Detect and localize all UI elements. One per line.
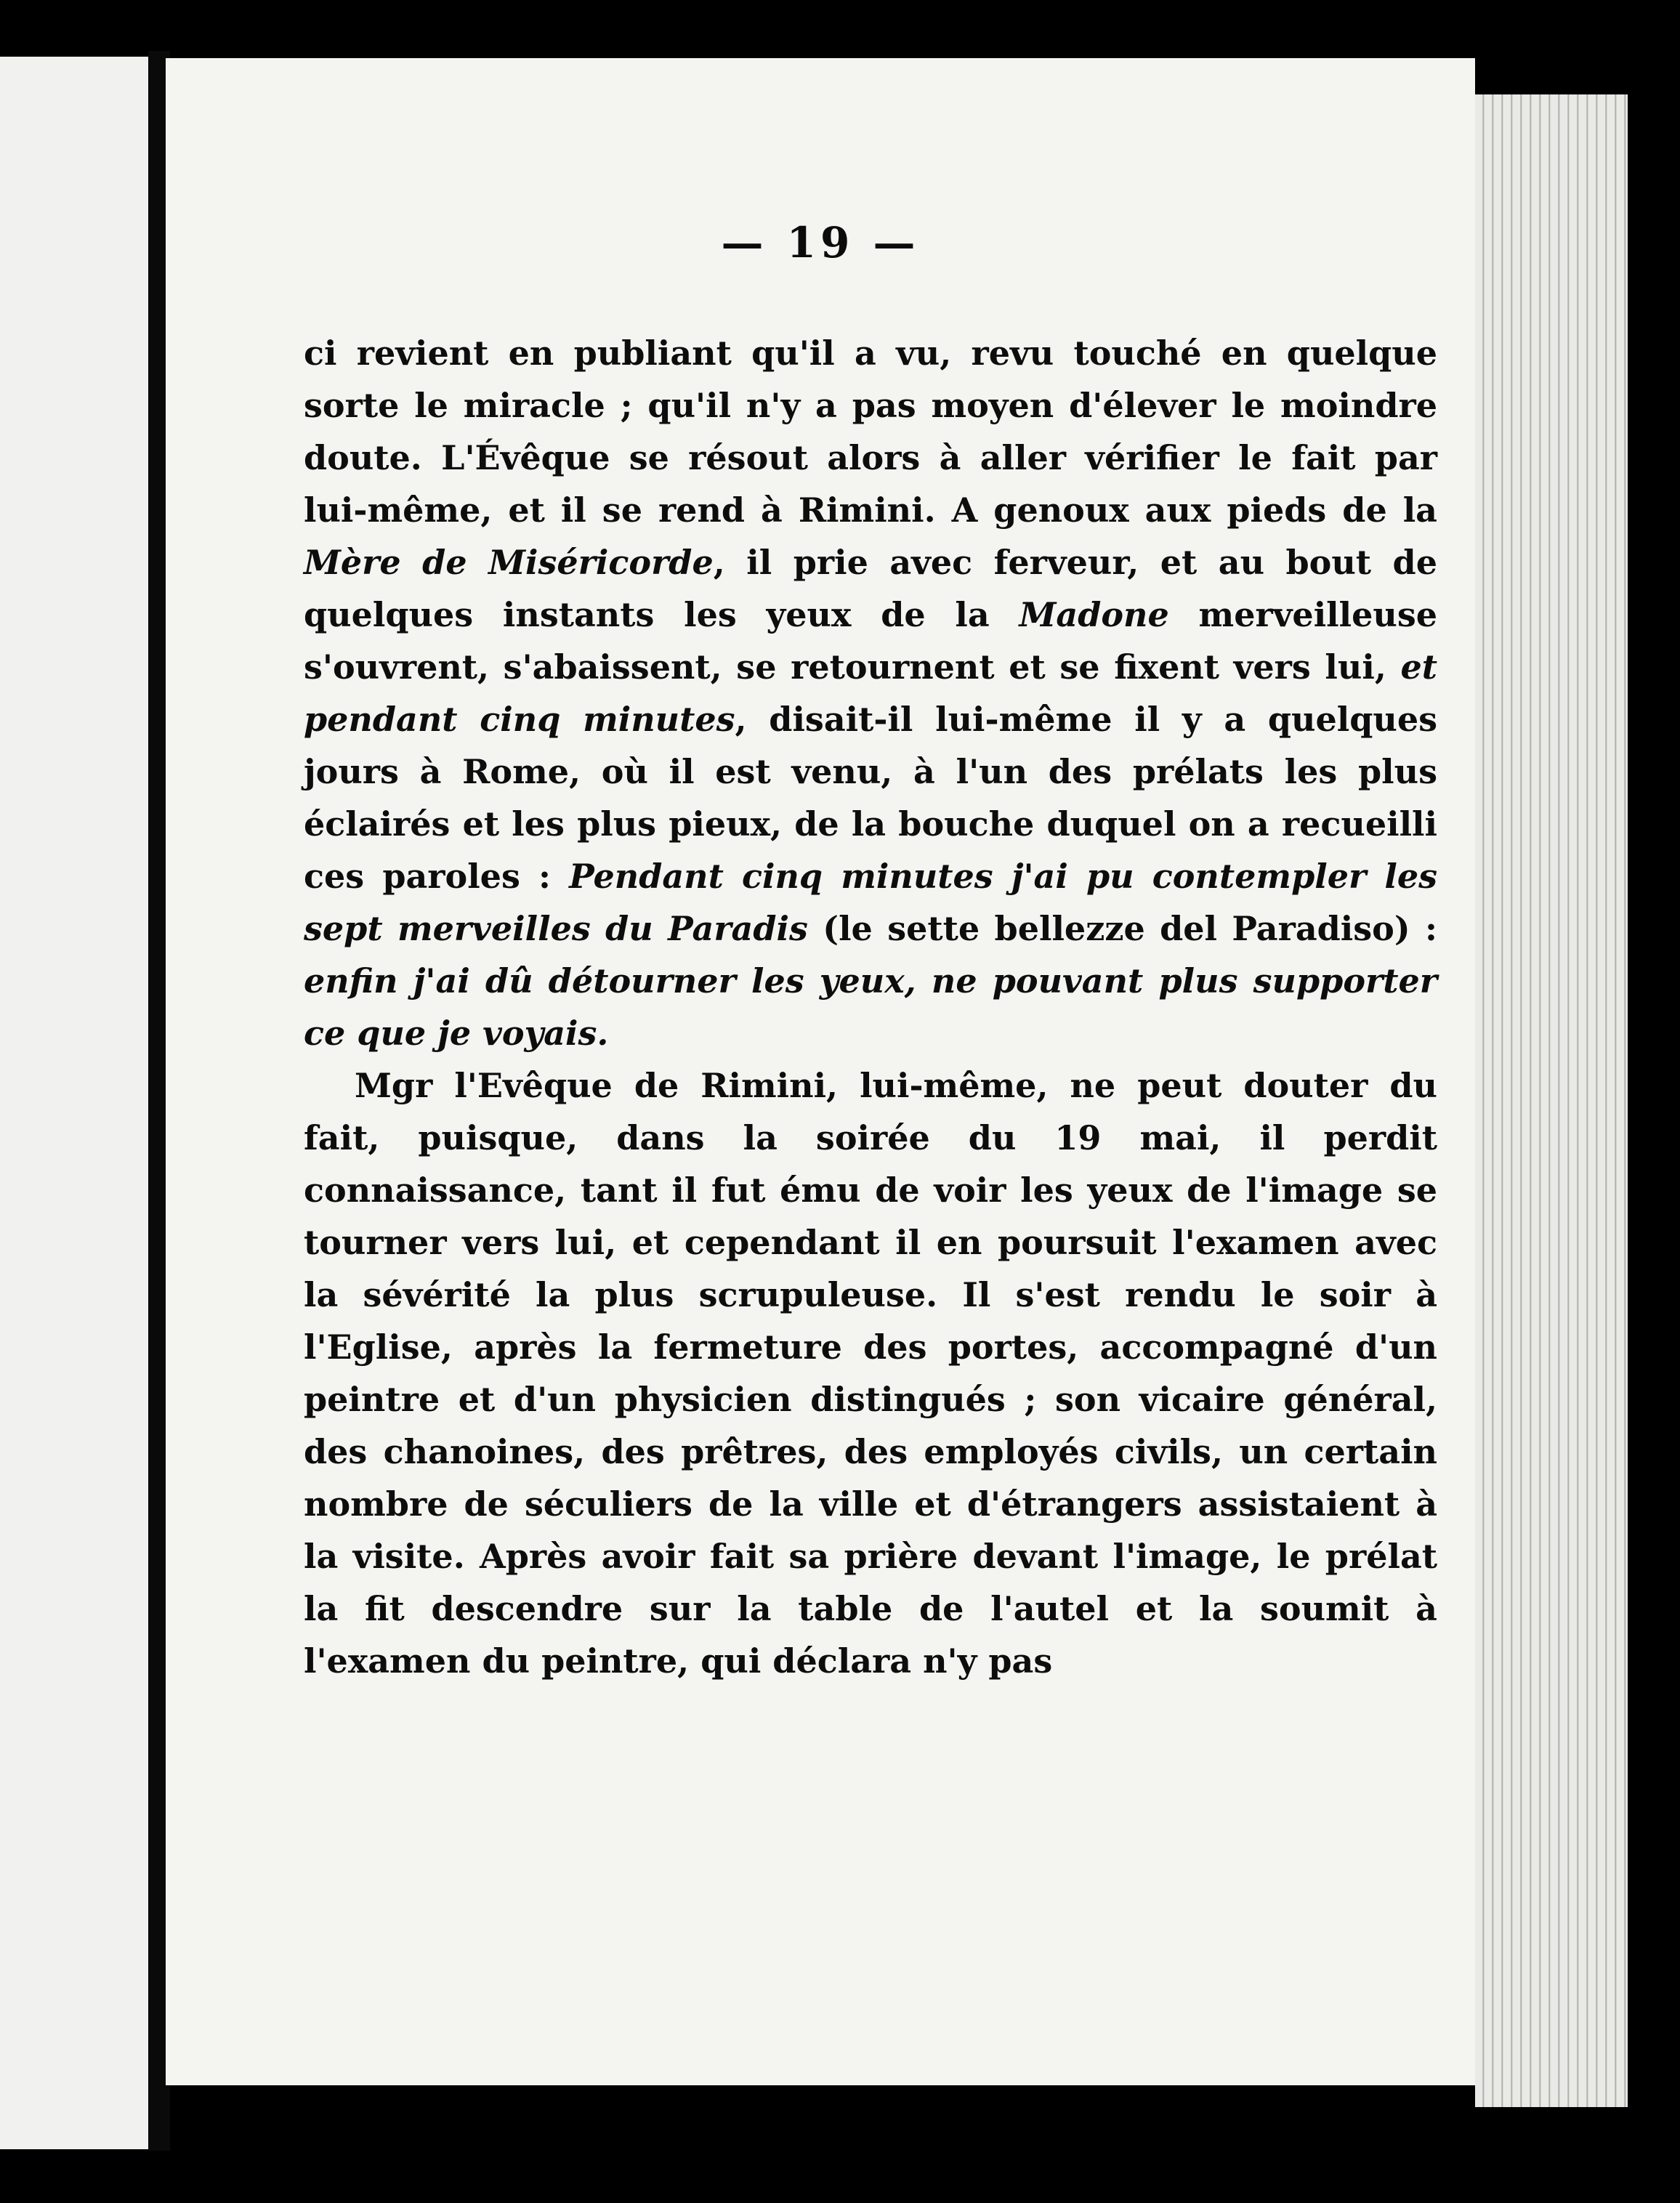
italic-run: Madone [1019, 595, 1169, 634]
text-run: (le sette bellezze del Paradiso) : [807, 909, 1437, 948]
italic-run: et pendant cinq minutes [304, 647, 1437, 739]
italic-run: Mère de Miséricorde [304, 543, 714, 582]
paragraph-1 [304, 327, 1437, 1059]
book-page [166, 58, 1475, 2085]
italic-run: Pendant cinq minutes j'ai pu contempler les sept merveilles du Paradis [304, 857, 1437, 948]
paragraph-2: Mgr l'Evêque de Rimini, lui-même, ne peut douter du fait, puisque, dans la soirée du 19 mai, il perdit connaissance, tant il fut ému de voir les yeux de l'image se tourner vers lui, et cependant il en poursuit l'examen avec la sévérité la plus scrupuleuse. Il s'est rendu le soir à l'Eglise, après la fermeture des portes, accompagné d'un peintre et d'un physicien distingués ; son vicaire général, des chanoines, des prêtres, des employés civils, un certain nombre de séculiers de la ville et d'étrangers assistaient à la visite. Après avoir fait sa prière devant l'image, le prélat la fit descendre sur la table de l'autel et la soumit à l'examen du peintre, qui déclara n'y pas [304, 1066, 1437, 1681]
page-stack-edges [1475, 94, 1628, 2107]
text-run: , disait-il lui-même il y a quelques jours à Rome, où il est venu, à l'un des prélats les plus éclairés et les plus pieux, de la bouche duquel on a recueilli ces paroles : [304, 700, 1438, 896]
text-run: merveilleuse s'ouvrent, s'abaissent, se retournent et se fixent vers lui, [304, 595, 1437, 687]
page-number: — 19 — [721, 218, 920, 267]
facing-page-edge [0, 57, 154, 2149]
body-text [304, 327, 1437, 1687]
text-run: ci revient en publiant qu'il a vu, revu touché en quelque sorte le miracle ; qu'il n'y a pas moyen d'élever le moindre doute. L'Évêque se résout alors à aller vérifier le fait par lui-même, et il se rend à Rimini. A genoux aux pieds de la [304, 334, 1437, 530]
text-run: , il prie avec ferveur, et au bout de quelques instants les yeux de la [304, 543, 1437, 634]
italic-run: enfin j'ai dû détourner les yeux, ne pouvant plus supporter ce que je voyais. [304, 961, 1437, 1053]
